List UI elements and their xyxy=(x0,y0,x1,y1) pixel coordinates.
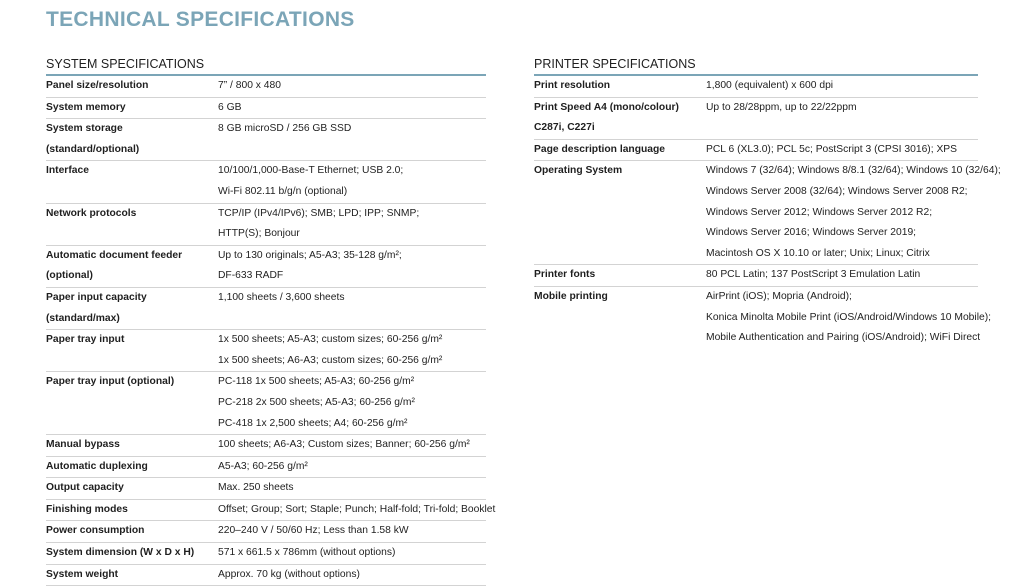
spec-value: 100 sheets; A6-A3; Custom sizes; Banner; 60-256 g/m² xyxy=(218,439,470,451)
spec-value: 1,800 (equivalent) x 600 dpi xyxy=(706,80,834,91)
spec-value: Up to 28/28ppm, up to 22/22ppm xyxy=(706,101,857,113)
spec-value: Max. 250 sheets xyxy=(218,482,294,494)
spec-row xyxy=(46,435,486,457)
spec-row xyxy=(534,140,978,162)
spec-label: Mobile printing xyxy=(534,290,608,302)
spec-row xyxy=(534,118,978,140)
spec-row xyxy=(46,330,486,372)
spec-label: Paper tray input xyxy=(46,334,125,346)
spec-values xyxy=(218,119,486,160)
spec-value: HTTP(S); Bonjour xyxy=(218,228,300,240)
spec-label: Page description language xyxy=(534,143,666,155)
spec-row xyxy=(46,204,486,246)
spec-row xyxy=(46,161,486,203)
spec-value: Windows Server 2016; Windows Server 2019; xyxy=(706,227,917,239)
spec-value: TCP/IP (IPv4/IPv6); SMB; LPD; IPP; SNMP; xyxy=(218,207,420,219)
spec-row xyxy=(46,119,486,161)
spec-value: Konica Minolta Mobile Print (iOS/Android/Windows 10 Mobile); xyxy=(706,311,991,323)
spec-values xyxy=(706,161,1001,264)
section-title: PRINTER SPECIFICATIONS xyxy=(534,56,978,76)
spec-row xyxy=(534,265,978,287)
spec-value: Wi-Fi 802.11 b/g/n (optional) xyxy=(218,185,348,197)
spec-value: 1x 500 sheets; A5-A3; custom sizes; 60-256 g/m² xyxy=(218,334,443,346)
spec-label: C287i, C227i xyxy=(534,122,595,134)
page-title: TECHNICAL SPECIFICATIONS xyxy=(46,8,355,31)
spec-label: Print Speed A4 (mono/colour) xyxy=(534,101,679,113)
spec-row xyxy=(534,76,978,98)
spec-row xyxy=(534,161,1001,265)
spec-row xyxy=(46,98,486,120)
spec-row xyxy=(46,565,486,586)
spec-label: System weight xyxy=(46,568,119,580)
spec-label: Paper input capacity (standard/max) xyxy=(46,291,147,324)
spec-table xyxy=(46,76,496,586)
spec-label: Finishing modes xyxy=(46,503,128,515)
spec-label: Automatic duplexing xyxy=(46,460,148,472)
spec-value: 8 GB microSD / 256 GB SSD xyxy=(218,123,352,135)
printer-specifications-section xyxy=(534,56,1001,349)
spec-value: Mobile Authentication and Pairing (iOS/Android); WiFi Direct xyxy=(706,332,981,344)
spec-label: System storage (standard/optional) xyxy=(46,123,140,155)
section-title: SYSTEM SPECIFICATIONS xyxy=(46,56,486,76)
spec-value: PC-218 2x 500 sheets; A5-A3; 60-256 g/m² xyxy=(218,396,415,408)
spec-row xyxy=(46,246,486,288)
spec-values xyxy=(218,246,486,287)
spec-value: 1x 500 sheets; A6-A3; custom sizes; 60-256 g/m² xyxy=(218,354,443,366)
spec-values xyxy=(218,204,486,245)
spec-value: 6 GB xyxy=(218,101,242,113)
spec-row xyxy=(46,457,486,479)
spec-values xyxy=(218,372,486,434)
spec-value: AirPrint (iOS); Mopria (Android); xyxy=(706,290,852,302)
spec-row xyxy=(534,287,991,349)
spec-row xyxy=(46,372,486,435)
spec-values xyxy=(218,500,495,521)
spec-label: Printer fonts xyxy=(534,269,596,281)
spec-value: 220–240 V / 50/60 Hz; Less than 1.58 kW xyxy=(218,525,409,537)
spec-value: 10/100/1,000-Base-T Ethernet; USB 2.0; xyxy=(218,165,404,177)
spec-row xyxy=(46,478,486,500)
spec-values xyxy=(218,457,486,478)
spec-value: PC-118 1x 500 sheets; A5-A3; 60-256 g/m² xyxy=(218,376,415,388)
spec-label: Operating System xyxy=(534,165,623,177)
spec-value: Offset; Group; Sort; Staple; Punch; Half-fold; Tri-fold; Booklet xyxy=(218,503,496,515)
spec-label: Interface xyxy=(46,165,89,177)
spec-values xyxy=(706,265,978,286)
spec-values xyxy=(218,98,486,119)
spec-label: Network protocols xyxy=(46,207,137,219)
spec-row xyxy=(534,98,978,119)
system-specifications-section xyxy=(46,56,496,586)
spec-label: System memory xyxy=(46,101,126,113)
spec-value: Windows 7 (32/64); Windows 8/8.1 (32/64); Windows 10 (32/64); xyxy=(706,165,1001,177)
spec-values xyxy=(706,98,978,119)
spec-label: Paper tray input (optional) xyxy=(46,376,175,388)
spec-values xyxy=(706,287,991,349)
spec-label: Manual bypass xyxy=(46,439,120,451)
spec-values xyxy=(218,478,486,499)
spec-value: PC-418 1x 2,500 sheets; A4; 60-256 g/m² xyxy=(218,417,408,429)
spec-value: 80 PCL Latin; 137 PostScript 3 Emulation Latin xyxy=(706,269,921,281)
spec-values xyxy=(218,330,486,371)
spec-row xyxy=(46,288,486,330)
spec-row xyxy=(46,543,486,565)
spec-table xyxy=(534,76,1001,349)
spec-values xyxy=(218,435,486,456)
spec-label: Panel size/resolution xyxy=(46,80,149,91)
spec-value: PCL 6 (XL3.0); PCL 5c; PostScript 3 (CPSI 3016); XPS xyxy=(706,143,958,155)
spec-value: 7” / 800 x 480 xyxy=(218,80,281,91)
spec-values xyxy=(218,161,486,202)
spec-value: 1,100 sheets / 3,600 sheets xyxy=(218,291,345,303)
spec-values xyxy=(706,76,978,97)
spec-row xyxy=(46,500,496,522)
spec-value: Windows Server 2008 (32/64); Windows Server 2008 R2; xyxy=(706,185,968,197)
spec-values xyxy=(218,521,486,542)
spec-label: System dimension (W x D x H) xyxy=(46,547,195,559)
spec-values xyxy=(218,76,486,97)
spec-value: Macintosh OS X 10.10 or later; Unix; Linux; Citrix xyxy=(706,247,930,259)
spec-label: Power consumption xyxy=(46,525,145,537)
spec-value: Windows Server 2012; Windows Server 2012 R2; xyxy=(706,206,933,218)
spec-value: 571 x 661.5 x 786mm (without options) xyxy=(218,547,396,559)
spec-values xyxy=(706,140,978,161)
spec-value: DF-633 RADF xyxy=(218,270,284,282)
spec-row xyxy=(46,521,486,543)
spec-value: A5-A3; 60-256 g/m² xyxy=(218,460,308,472)
spec-values xyxy=(706,118,978,139)
spec-values xyxy=(218,565,486,586)
spec-label: Automatic document feeder (optional) xyxy=(46,249,183,282)
spec-values xyxy=(218,543,486,564)
spec-value: Approx. 70 kg (without options) xyxy=(218,568,360,580)
spec-label: Output capacity xyxy=(46,482,124,494)
spec-label: Print resolution xyxy=(534,80,611,91)
spec-value: Up to 130 originals; A5-A3; 35-128 g/m²; xyxy=(218,249,402,261)
spec-values xyxy=(218,288,486,329)
spec-row xyxy=(46,76,486,98)
